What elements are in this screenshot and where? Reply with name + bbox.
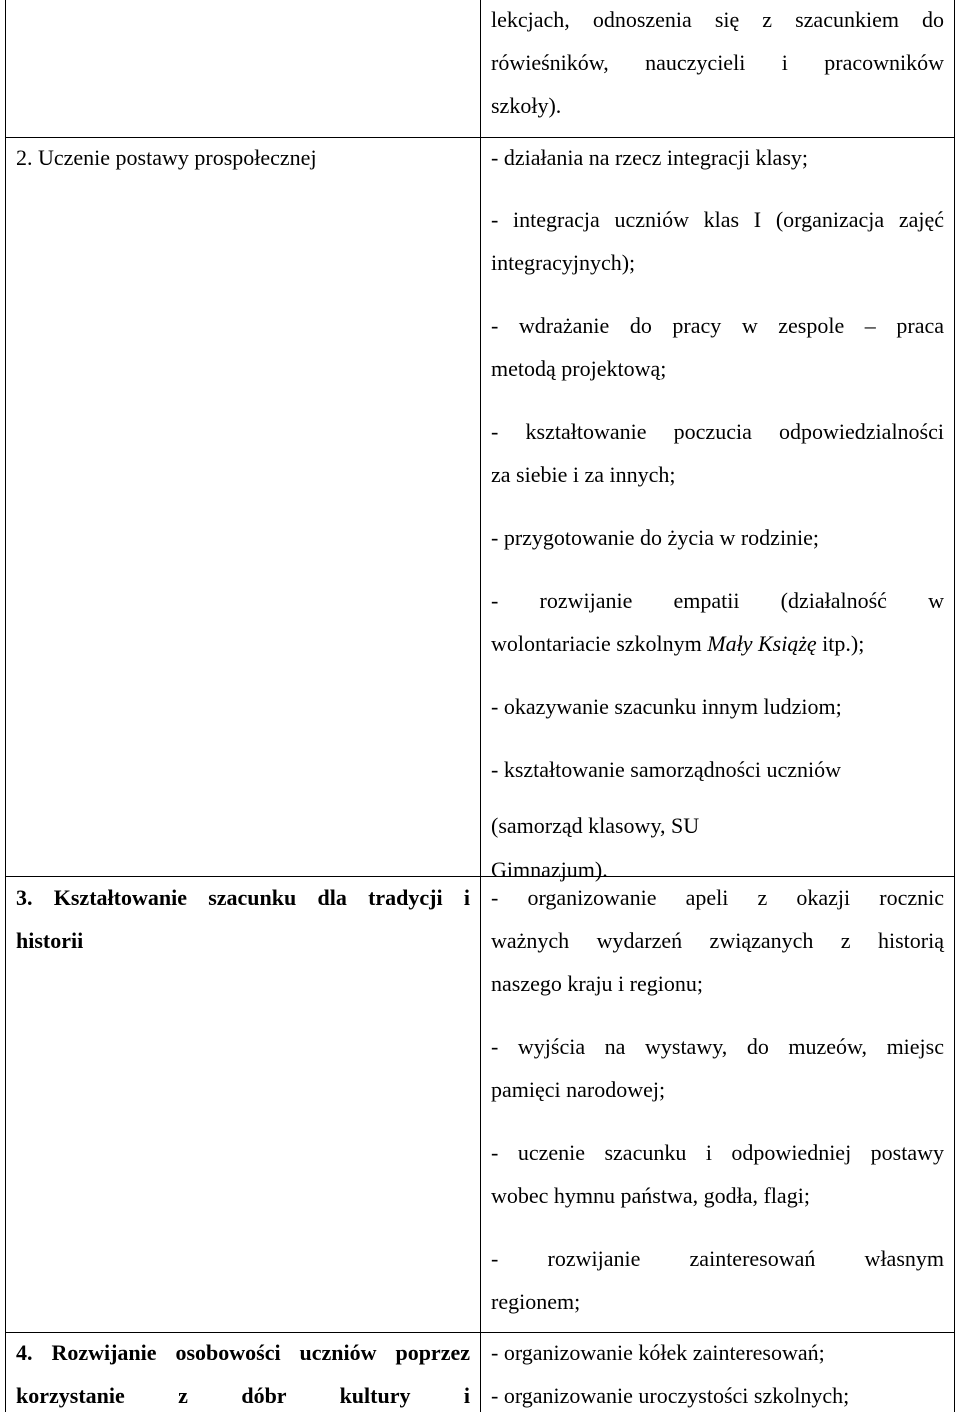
row4-item: - organizowanie kółek zainteresowań; xyxy=(491,1340,825,1365)
row3-item: regionem; xyxy=(491,1289,581,1314)
row2-item: (samorząd klasowy, SU xyxy=(491,813,700,838)
table-border-right xyxy=(954,0,955,1412)
table-border-left xyxy=(5,0,6,1412)
row3-item: - rozwijanie zainteresowań własnym xyxy=(491,1246,944,1271)
row2-item: - rozwijanie empatii (działalność w xyxy=(491,588,944,613)
row2-item: - przygotowanie do życia w rodzinie; xyxy=(491,525,820,550)
row4-item: - organizowanie uroczystości szkolnych; xyxy=(491,1383,850,1408)
row2-item: - integracja uczniów klas I (organizacja zajęć xyxy=(491,207,944,232)
row1-text-line: szkoły). xyxy=(491,93,562,118)
row1-text-line: lekcjach, odnoszenia się z szacunkiem do xyxy=(491,7,944,32)
row4-heading-line: korzystanie z dóbr kultury i xyxy=(16,1383,470,1408)
row2-item: - działania na rzecz integracji klasy; xyxy=(491,145,808,170)
row1-text-line: rówieśników, nauczycieli i pracowników xyxy=(491,50,944,75)
row2-item xyxy=(491,622,944,665)
row2-item-text: wolontariacie szkolnym xyxy=(491,631,702,656)
row2-number: 2. xyxy=(16,145,33,170)
row3-heading-line: 3. Kształtowanie szacunku dla tradycji i xyxy=(16,885,470,910)
row2-item: - wdrażanie do pracy w zespole – praca xyxy=(491,313,944,338)
row3-item: wobec hymnu państwa, godła, flagi; xyxy=(491,1183,810,1208)
row4-heading-text: 4. Rozwijanie osobowości uczniów poprzez xyxy=(16,1340,470,1365)
row2-item: - kształtowanie poczucia odpowiedzialności xyxy=(491,419,944,444)
row2-title: Uczenie postawy prospołecznej xyxy=(38,145,317,170)
table-column-divider xyxy=(480,0,481,1412)
row3-heading-line: historii xyxy=(16,928,84,953)
row2-item-italic-name: Mały Książę xyxy=(707,631,817,656)
row2-item: - kształtowanie samorządności uczniów xyxy=(491,757,842,782)
row3-item: - wyjścia na wystawy, do muzeów, miejsc xyxy=(491,1034,944,1059)
row2-item: metodą projektową; xyxy=(491,356,667,381)
row3-item: - uczenie szacunku i odpowiedniej postawy xyxy=(491,1140,944,1165)
row2-item: integracyjnych); xyxy=(491,250,636,275)
row3-item: - organizowanie apeli z okazji rocznic xyxy=(491,885,944,910)
row2-item: za siebie i za innych; xyxy=(491,462,676,487)
row2-heading xyxy=(16,136,317,179)
row2-item: Gimnazjum). xyxy=(491,857,608,882)
row3-item: naszego kraju i regionu; xyxy=(491,971,703,996)
row4-heading-line xyxy=(16,1331,470,1374)
row2-item: - okazywanie szacunku innym ludziom; xyxy=(491,694,842,719)
row3-item: pamięci narodowej; xyxy=(491,1077,666,1102)
row3-item: ważnych wydarzeń związanych z historią xyxy=(491,928,944,953)
row2-item-text: itp.); xyxy=(822,631,865,656)
